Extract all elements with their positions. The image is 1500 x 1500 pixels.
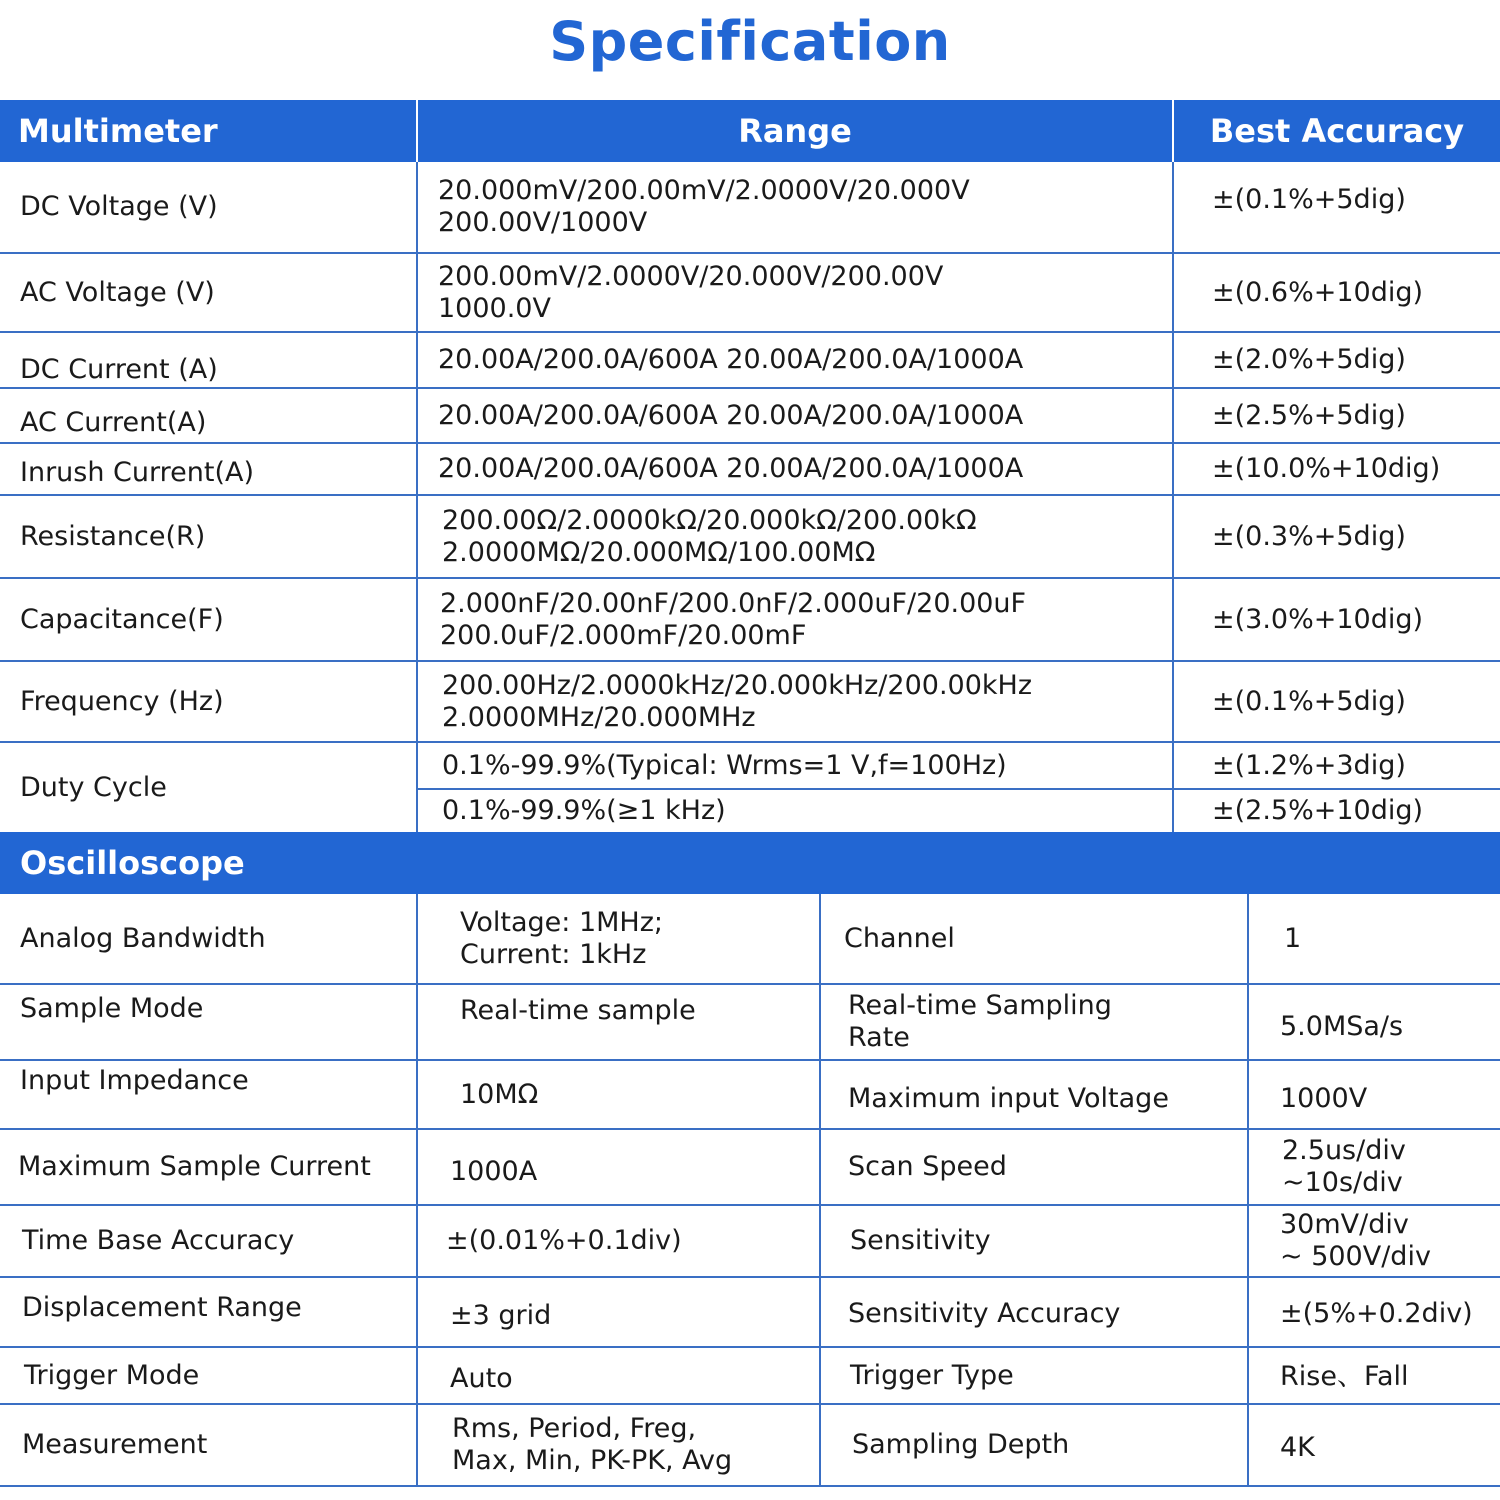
row-value: 1	[1284, 922, 1302, 954]
row-accuracy: ±(0.6%+10dig)	[1212, 276, 1424, 308]
row-range: 0.1%-99.9%(≥1 kHz)	[442, 795, 726, 826]
table-row	[0, 1130, 1500, 1206]
table-row	[0, 894, 1500, 985]
row-value: Real-time sample	[460, 995, 696, 1026]
row-label: DC Voltage (V)	[20, 191, 218, 222]
table-row	[0, 662, 1500, 743]
table-row	[0, 985, 1500, 1061]
row-label: Sensitivity	[850, 1225, 991, 1256]
row-label: Maximum input Voltage	[848, 1082, 1169, 1114]
row-value: 2.5us/div ~10s/div	[1282, 1135, 1406, 1198]
table-row	[0, 1348, 1500, 1405]
row-label: Trigger Mode	[24, 1359, 200, 1391]
row-label: Capacitance(F)	[20, 603, 224, 635]
table-row	[0, 496, 1500, 579]
table-row-duty-cycle	[0, 743, 1500, 832]
column-divider	[1172, 162, 1174, 832]
row-range: 20.00A/200.0A/600A 20.00A/200.0A/1000A	[438, 453, 1024, 484]
oscilloscope-header	[0, 832, 1500, 894]
column-divider	[819, 894, 821, 1487]
row-label: AC Voltage (V)	[20, 276, 215, 308]
row-value: 10MΩ	[460, 1078, 539, 1110]
row-value: ±(5%+0.2div)	[1280, 1298, 1473, 1329]
row-range: 2.000nF/20.00nF/200.0nF/2.000uF/20.00uF 200.0uF/2.000mF/20.00mF	[440, 587, 1027, 651]
row-range: 0.1%-99.9%(Typical: Wrms=1 V,f=100Hz)	[442, 749, 1007, 781]
row-accuracy: ±(2.5%+10dig)	[1212, 795, 1424, 826]
row-accuracy: ±(0.1%+5dig)	[1212, 184, 1406, 215]
row-label: Measurement	[22, 1429, 208, 1460]
row-accuracy: ±(1.2%+3dig)	[1212, 749, 1406, 781]
row-value: Rms, Period, Freg, Max, Min, PK-PK, Avg	[452, 1413, 733, 1476]
row-label: Inrush Current(A)	[20, 457, 254, 488]
row-value: Voltage: 1MHz; Current: 1kHz	[460, 906, 664, 970]
row-range: 20.00A/200.0A/600A 20.00A/200.0A/1000A	[438, 344, 1024, 375]
row-range: 200.00mV/2.0000V/20.000V/200.00V 1000.0V	[438, 260, 944, 324]
row-label: Resistance(R)	[20, 520, 206, 552]
table-row	[0, 444, 1500, 496]
row-label: DC Current (A)	[20, 354, 218, 385]
row-label: Scan Speed	[848, 1151, 1007, 1182]
table-row	[0, 1278, 1500, 1348]
row-range: 200.00Hz/2.0000kHz/20.000kHz/200.00kHz 2.0000MHz/20.000MHz	[442, 669, 1032, 733]
column-divider	[1247, 894, 1249, 1487]
row-value: Rise、Fall	[1280, 1360, 1409, 1392]
row-label: Maximum Sample Current	[18, 1151, 371, 1182]
row-accuracy: ±(2.5%+5dig)	[1212, 399, 1406, 431]
row-value: Auto	[450, 1362, 513, 1394]
row-accuracy: ±(3.0%+10dig)	[1212, 603, 1424, 635]
multimeter-header-label: Multimeter	[18, 112, 218, 150]
row-value: ±(0.01%+0.1div)	[446, 1225, 682, 1256]
table-row	[0, 333, 1500, 389]
row-label: Trigger Type	[850, 1359, 1014, 1391]
row-accuracy: ±(0.3%+5dig)	[1212, 520, 1406, 552]
table-row	[0, 254, 1500, 333]
column-divider	[416, 162, 418, 832]
column-divider	[416, 894, 418, 1487]
row-value: 5.0MSa/s	[1280, 1011, 1404, 1042]
range-header-label: Range	[738, 112, 852, 150]
row-range: 200.00Ω/2.0000kΩ/20.000kΩ/200.00kΩ 2.0000MΩ/20.000MΩ/100.00MΩ	[442, 504, 977, 568]
row-label: Displacement Range	[22, 1292, 302, 1323]
table-row	[0, 389, 1500, 444]
table-row	[0, 1061, 1500, 1130]
table-row	[0, 1206, 1500, 1278]
row-range: 20.00A/200.0A/600A 20.00A/200.0A/1000A	[438, 399, 1024, 431]
multimeter-header	[0, 100, 1500, 162]
row-label: Sensitivity Accuracy	[848, 1298, 1121, 1329]
table-row	[0, 1405, 1500, 1487]
row-label: Duty Cycle	[20, 771, 167, 803]
row-label: Sample Mode	[20, 993, 204, 1024]
row-value: 1000A	[450, 1156, 538, 1187]
row-label: Analog Bandwidth	[20, 922, 266, 954]
row-value: 4K	[1280, 1432, 1315, 1463]
table-row	[0, 162, 1500, 254]
row-value: 1000V	[1280, 1082, 1368, 1114]
row-range: 20.000mV/200.00mV/2.0000V/20.000V 200.00V/1000V	[438, 175, 970, 238]
oscilloscope-header-label: Oscilloscope	[20, 844, 245, 882]
row-label: Sampling Depth	[852, 1429, 1070, 1460]
row-value: 30mV/div ~ 500V/div	[1280, 1209, 1431, 1272]
row-accuracy: ±(2.0%+5dig)	[1212, 344, 1406, 375]
row-label: Real-time Sampling Rate	[848, 990, 1112, 1053]
row-accuracy: ±(0.1%+5dig)	[1212, 685, 1406, 717]
accuracy-header-label: Best Accuracy	[1209, 112, 1465, 150]
row-accuracy: ±(10.0%+10dig)	[1212, 453, 1441, 484]
row-label: AC Current(A)	[20, 406, 207, 438]
page-title: Specification	[549, 10, 951, 73]
row-value: ±3 grid	[450, 1300, 552, 1331]
table-row	[0, 579, 1500, 662]
row-label: Input Impedance	[20, 1065, 249, 1096]
row-label: Frequency (Hz)	[20, 685, 224, 717]
row-label: Time Base Accuracy	[22, 1225, 295, 1256]
row-label: Channel	[844, 922, 955, 954]
